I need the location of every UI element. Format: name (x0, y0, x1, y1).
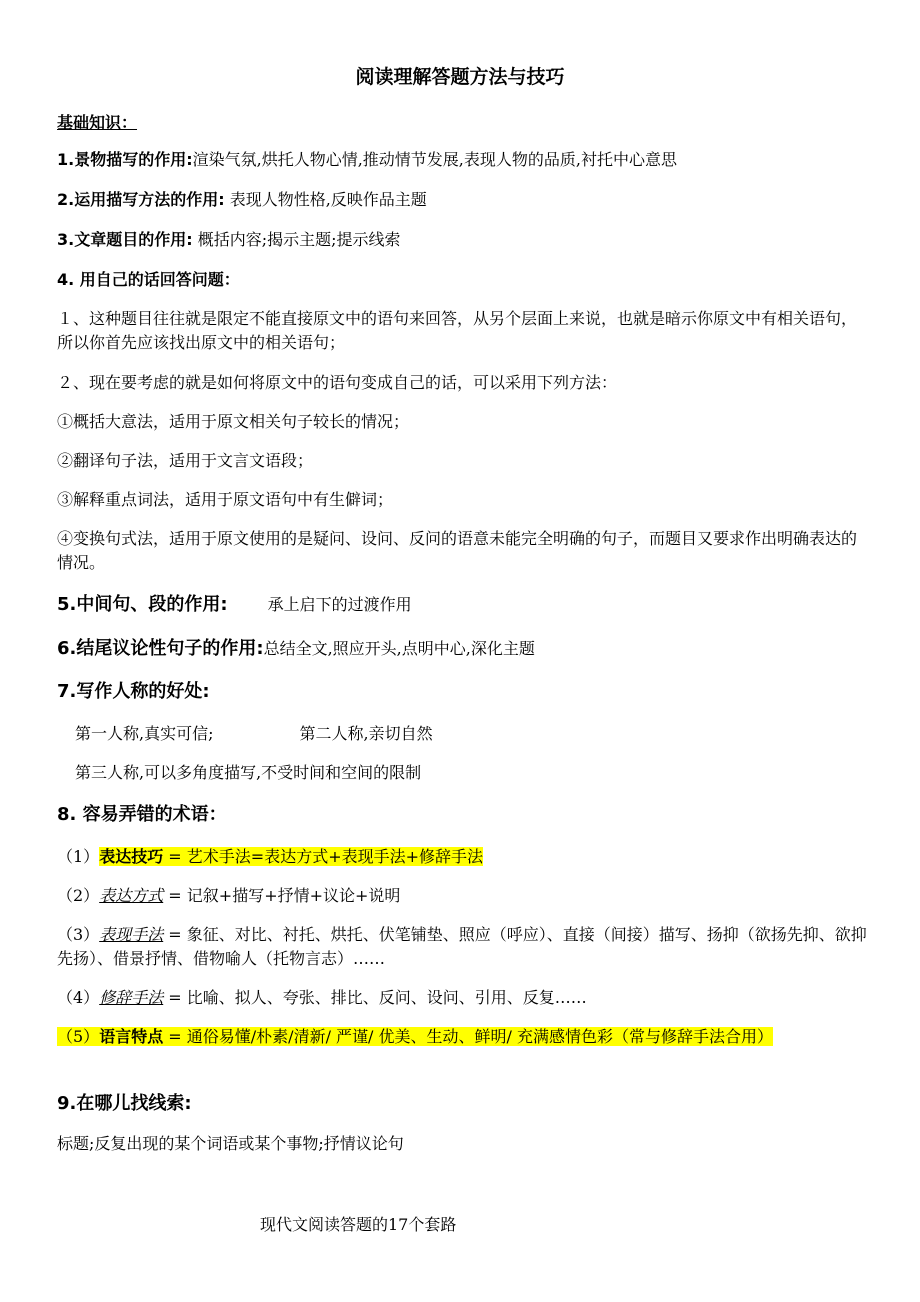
third-person: 第三人称,可以多角度描写,不受时间和空间的限制 (75, 763, 422, 782)
item-8-label: 8. 容易弄错的术语： (57, 804, 227, 825)
term-3-eq: = 象征、对比、衬托、烘托、伏笔铺垫、照应（呼应）、直接（间接）描写、扬抑（欲扬先抑、欲抑先扬）、借景抒情、借物喻人（托物言志）…… (57, 925, 867, 968)
item-6-text: 总结全文,照应开头,点明中心,深化主题 (263, 639, 535, 658)
item-4-paragraph-1: １、这种题目往往就是限定不能直接原文中的语句来回答，从另个层面上来说，也就是暗示你原文中有相关语句，所以你首先应该找出原文中的相关语句； (57, 309, 858, 352)
term-1 (57, 845, 870, 869)
basics-heading (57, 111, 870, 135)
item-1-label: 1.景物描写的作用: (57, 150, 193, 169)
term-2 (57, 884, 870, 908)
item-4-method-3: ③解释重点词法，适用于原文语句中有生僻词； (57, 490, 394, 509)
item-6-label: 6.结尾议论性句子的作用: (57, 638, 264, 659)
item-3-label: 3.文章题目的作用: (57, 230, 193, 249)
item-8 (57, 803, 870, 827)
item-9-text: 标题;反复出现的某个词语或某个事物;抒情议论句 (57, 1134, 404, 1153)
item-4-method-1: ①概括大意法，适用于原文相关句子较长的情况； (57, 412, 410, 431)
item-2-label: 2.运用描写方法的作用: (57, 190, 225, 209)
item-7 (57, 680, 870, 704)
item-6 (57, 637, 870, 661)
item-9-label: 9.在哪儿找线索: (57, 1093, 192, 1114)
item-7-persons-row (57, 722, 870, 746)
item-9 (57, 1092, 870, 1116)
term-5-term: 语言特点 (99, 1027, 164, 1046)
term-2-num: （2） (57, 886, 100, 905)
item-4-method-2: ②翻译句子法，适用于文言文语段； (57, 451, 314, 470)
item-4 (57, 268, 870, 292)
item-4-label: 4. 用自己的话回答问题： (57, 270, 240, 289)
item-7-label: 7.写作人称的好处: (57, 681, 210, 702)
second-person: 第二人称,亲切自然 (299, 724, 433, 743)
item-5 (57, 593, 870, 617)
basics-label: 基础知识： (57, 113, 138, 132)
first-person: 第一人称,真实可信; (75, 724, 214, 743)
item-3 (57, 228, 870, 252)
item-2 (57, 188, 870, 212)
item-5-label: 5.中间句、段的作用: (57, 594, 228, 615)
item-2-text: 表现人物性格,反映作品主题 (224, 190, 427, 209)
term-5-num: （5） (57, 1027, 100, 1046)
term-5-eq: = 通俗易懂/朴素/清新/ 严谨/ 优美、生动、鲜明/ 充满感情色彩（常与修辞手法合用） (163, 1027, 773, 1046)
term-4-num: （4） (57, 988, 100, 1007)
term-3-term: 表现手法 (99, 925, 164, 944)
item-1 (57, 148, 870, 172)
term-5 (57, 1025, 870, 1049)
term-4 (57, 986, 870, 1010)
item-3-text: 概括内容;揭示主题;提示线索 (192, 230, 401, 249)
term-1-eq: = 艺术手法=表达方式+表现手法+修辞手法 (163, 847, 484, 866)
item-4-method-4: ④变换句式法，适用于原文使用的是疑问、设问、反问的语意未能完全明确的句子，而题目又要求作出明确表达的情况。 (57, 529, 858, 572)
term-3-num: （3） (57, 925, 100, 944)
item-5-text: 承上启下的过渡作用 (267, 595, 412, 614)
term-2-eq: = 记叙+描写+抒情+议论+说明 (163, 886, 401, 905)
term-1-num: （1） (57, 847, 100, 866)
term-1-term: 表达技巧 (99, 847, 164, 866)
item-1-text: 渲染气氛,烘托人物心情,推动情节发展,表现人物的品质,衬托中心意思 (192, 150, 677, 169)
term-3 (57, 923, 870, 971)
term-2-term: 表达方式 (99, 886, 164, 905)
item-4-paragraph-2: ２、现在要考虑的就是如何将原文中的语句变成自己的话，可以采用下列方法： (57, 373, 618, 392)
term-4-eq: = 比喻、拟人、夸张、排比、反问、设问、引用、反复…… (163, 988, 587, 1007)
term-4-term: 修辞手法 (99, 988, 164, 1007)
page-title: 阅读理解答题方法与技巧 (355, 66, 565, 88)
footer-heading: 现代文阅读答题的17个套路 (260, 1215, 457, 1234)
